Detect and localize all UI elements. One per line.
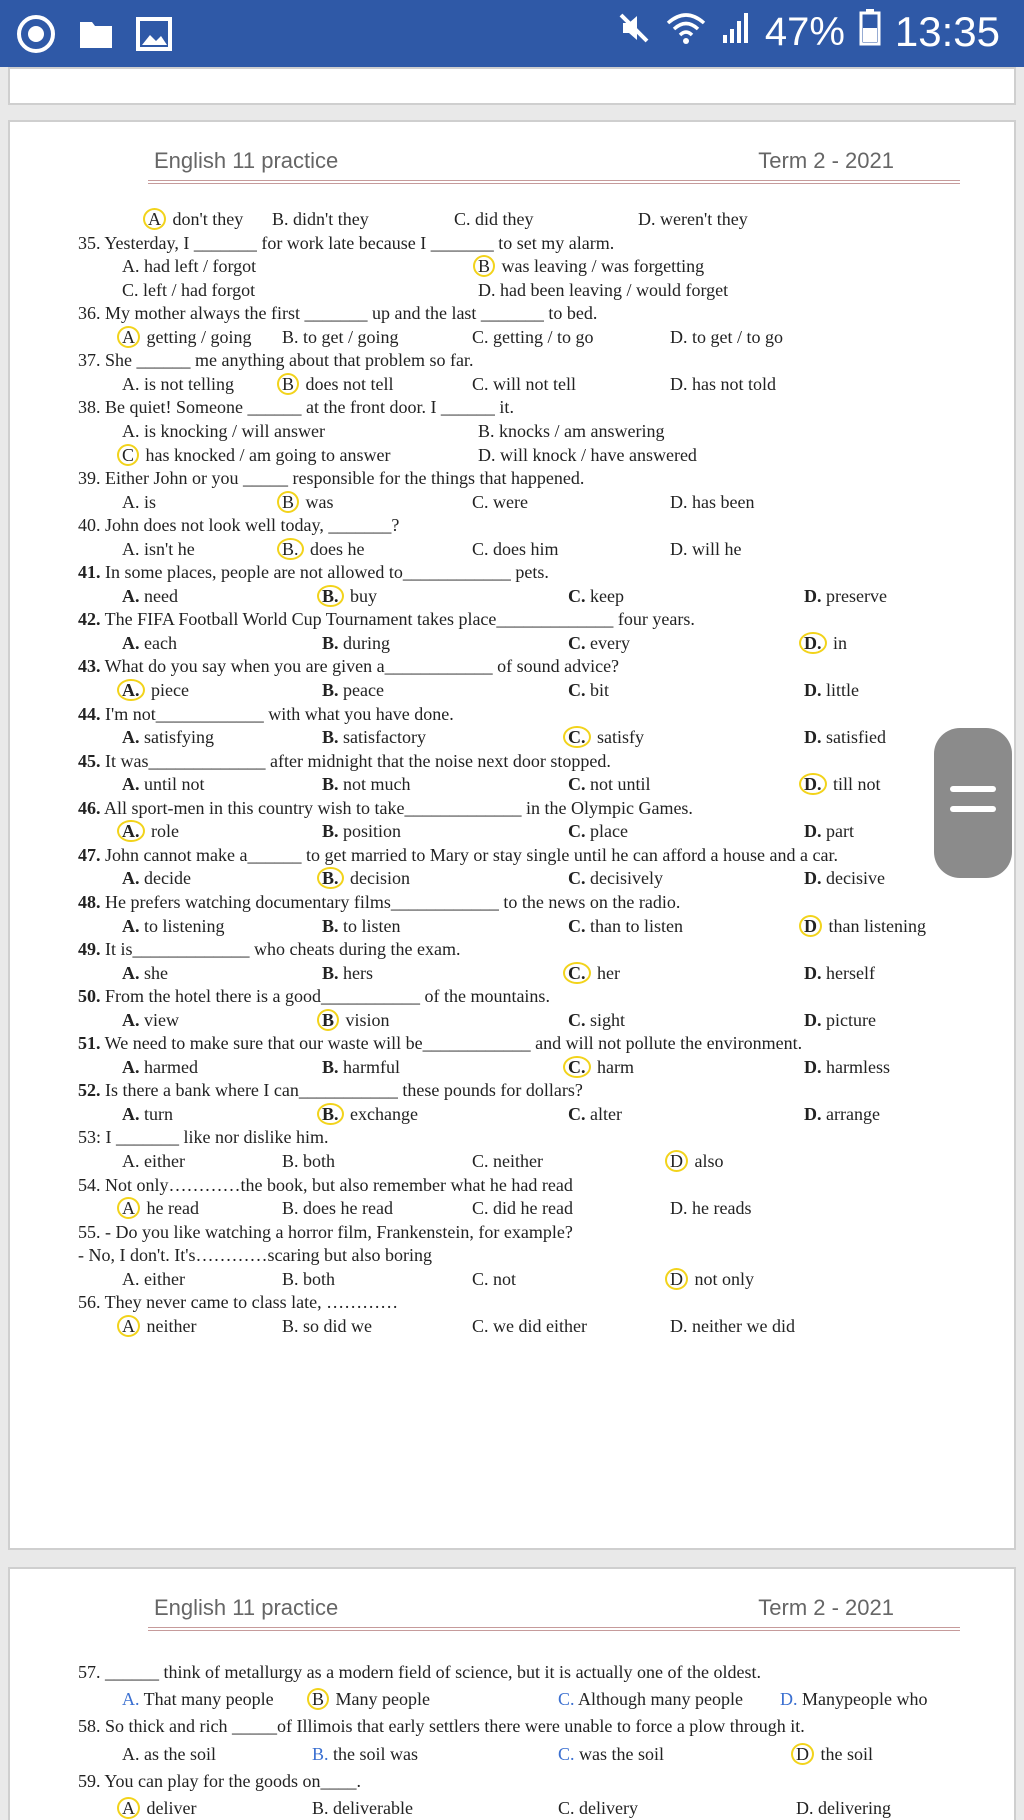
answer-option: C. every [568,632,630,653]
answer-option: A deliver [122,1797,196,1819]
answer-option: B. not much [322,774,411,795]
selected-answer-circle: B [277,373,299,395]
answer-option: D. neither we did [670,1315,795,1336]
page-header-term: Term 2 - 2021 [758,1595,894,1620]
answer-option: C. not until [568,774,651,795]
answer-option: C. satisfy [568,726,644,748]
worksheet-page-1 [8,120,1016,1550]
answer-option: D. to get / to go [670,326,783,347]
answer-option: A. turn [122,1103,173,1124]
answer-option: B was leaving / was forgetting [478,255,704,277]
selected-answer-circle: B. [277,538,304,560]
question-text: 47. John cannot make a______ to get married to Mary or stay single until he can afford a house and a car. [78,844,838,865]
answer-option: A neither [122,1315,196,1337]
selected-answer-circle: A [117,326,140,348]
answer-option: D not only [670,1268,754,1290]
answer-option: D. herself [804,962,875,983]
answer-option: A. decide [122,868,191,889]
answer-option: C. than to listen [568,915,683,936]
answer-option: D. till not [804,773,881,795]
answer-option: D. delivering [796,1798,891,1818]
answer-option: C. decisively [568,868,663,889]
answer-option: B. does he [282,538,365,560]
question-text: 56. They never came to class late, ………… [78,1292,399,1313]
answer-option: B. knocks / am answering [478,420,665,441]
selected-answer-circle: C. [563,1056,591,1078]
answer-option: C. did they [454,209,534,229]
answer-option: C. alter [568,1103,622,1124]
answer-option: C. were [472,491,528,512]
answer-option: D. Manypeople who [780,1689,928,1710]
answer-option: B. exchange [322,1103,418,1125]
answer-option: B. deliverable [312,1798,413,1818]
question-text: 40. John does not look well today, _______? [78,515,400,536]
answer-option: D. weren't they [638,209,748,229]
answer-option: B. to listen [322,915,401,936]
answer-option: A. to listening [122,915,225,936]
answer-option: B. does he read [282,1198,393,1219]
answer-option: B. to get / going [282,326,399,347]
question-text: 50. From the hotel there is a good___________ of the mountains. [78,986,550,1007]
selected-answer-circle: A [117,1197,140,1219]
answer-option: B. both [282,1151,336,1171]
page-header [148,136,960,184]
answer-option: D than listening [804,915,926,937]
answer-option: D. he reads [670,1198,752,1219]
worksheet-page-2 [8,1567,1016,1820]
answer-option: B. hers [322,962,374,983]
answer-option: A don't they [148,208,243,230]
answer-option: C. sight [568,1009,626,1030]
answer-option: A. either [122,1151,185,1171]
clock: 13:35 [894,8,1000,55]
answer-option: B vision [322,1009,390,1031]
answer-option: A. had left / forgot [122,256,257,277]
answer-option: D. arrange [804,1103,880,1124]
question-text: 48. He prefers watching documentary films____________ to the news on the radio. [78,891,681,912]
answer-option: D. little [804,680,859,700]
answer-option: A. as the soil [122,1743,216,1764]
question-text: 42. The FIFA Football World Cup Tournament takes place_____________ four years. [78,609,695,630]
answer-option: A. satisfying [122,727,214,748]
answer-option: D. decisive [804,868,885,889]
answer-option: C. was the soil [558,1743,665,1764]
answer-option: C. place [568,821,628,842]
answer-option: A. That many people [122,1689,274,1710]
answer-option: D. in [804,632,847,654]
answer-option: C. we did either [472,1315,587,1336]
question-text: 44. I'm not____________ with what you have done. [78,703,454,724]
question-text: 54. Not only…………the book, but also remember what he had read [78,1174,573,1195]
question-text: 49. It is_____________ who cheats during the exam. [78,939,461,960]
question-text: 36. My mother always the first _______ up and the last _______ to bed. [78,303,598,324]
answer-option: A. each [122,632,177,653]
selected-answer-circle: A [117,1797,140,1819]
selected-answer-circle: B [317,1009,339,1031]
selected-answer-circle: C [117,444,139,466]
answer-option: B. both [282,1268,336,1289]
question-text: 58. So thick and rich _____of Illimois that early settlers there were unable to force a plow through it. [78,1716,805,1737]
answer-option: A he read [122,1197,199,1219]
answer-option: C. harm [568,1056,634,1078]
answer-option: A. is not telling [122,373,234,394]
selected-answer-circle: A [117,1315,140,1337]
answer-option: C. does him [472,538,559,559]
answer-option: A. harmed [122,1056,198,1077]
answer-option: A. piece [122,679,189,701]
answer-option: D. will he [670,538,742,559]
question-text: - No, I don't. It's…………scaring but also boring [78,1245,432,1266]
answer-option: A. is knocking / will answer [122,420,325,441]
answer-option: C. keep [568,585,624,606]
selected-answer-circle: D [791,1743,814,1765]
question-text: 53: I _______ like nor dislike him. [78,1127,329,1148]
question-text: 52. Is there a bank where I can___________ these pounds for dollars? [78,1080,583,1101]
battery-percent: 47% [764,9,845,54]
answer-option: B. harmful [322,1056,400,1077]
selected-answer-circle: D. [799,773,827,795]
selected-answer-circle: D. [799,632,827,654]
question-text: 35. Yesterday, I _______ for work late because I _______ to set my alarm. [78,232,615,253]
answer-option: D. has been [670,491,755,512]
question-text: 59. You can play for the goods on____. [78,1770,361,1791]
answer-option: C. will not tell [472,373,577,394]
answer-option: D. picture [804,1009,876,1030]
signal-icon [721,10,751,55]
selected-answer-circle: D [799,915,822,937]
answer-option: D. will knock / have answered [478,444,697,465]
question-text: 51. We need to make sure that our waste will be____________ and will not pollute the environment. [78,1033,803,1054]
selected-answer-circle: A. [117,820,145,842]
answer-option: A. is [122,491,157,512]
question-text: 39. Either John or you _____ responsible for the things that happened. [78,468,585,489]
answer-option: A. she [122,962,168,983]
answer-option: A. role [122,820,179,842]
app-icon [16,14,56,59]
selected-answer-circle: D [665,1268,688,1290]
selected-answer-circle: A. [117,679,145,701]
answer-option: D also [670,1150,724,1172]
answer-option: C. left / had forgot [122,279,256,300]
status-bar [0,0,1024,67]
question-text: 38. Be quiet! Someone ______ at the front door. I ______ it. [78,397,514,418]
wifi-icon [665,10,707,55]
answer-option: C. bit [568,680,610,700]
answer-option: A. view [122,1009,179,1030]
question-text: 41. In some places, people are not allowed to____________ pets. [78,562,549,583]
answer-option: B does not tell [282,373,394,395]
answer-option: B. position [322,821,402,842]
answer-option: A. need [122,585,178,606]
previous-page [8,67,1016,105]
answer-option: D. has not told [670,373,776,394]
battery-icon [859,8,881,56]
answer-option: C. delivery [558,1798,638,1818]
answer-option: B. didn't they [272,209,369,229]
answer-option: C. her [568,962,620,984]
answer-option: C. neither [472,1151,543,1171]
selected-answer-circle: C. [563,726,591,748]
selected-answer-circle: B. [317,1103,344,1125]
folder-icon [78,18,114,55]
answer-option: B. so did we [282,1315,373,1336]
answer-option: B. decision [322,867,410,889]
answer-option: C. getting / to go [472,326,594,347]
selected-answer-circle: B. [317,867,344,889]
selected-answer-circle: B [473,255,495,277]
selected-answer-circle: D [665,1150,688,1172]
answer-option: A. until not [122,774,205,795]
answer-option: B. peace [322,680,384,700]
answer-option: B. satisfactory [322,727,426,748]
answer-option: C. not [472,1268,517,1289]
page-header-title: English 11 practice [154,1595,339,1620]
answer-option: D. harmless [804,1056,890,1077]
image-icon [136,17,172,56]
answer-option: C. did he read [472,1198,573,1219]
page-header-term: Term 2 - 2021 [758,148,894,173]
answer-option: D the soil [796,1743,873,1765]
selected-answer-circle: B [307,1688,329,1710]
answer-option: A. isn't he [122,538,195,559]
answer-option: A getting / going [122,326,252,348]
question-text: 57. ______ think of metallurgy as a modern field of science, but it is actually one of the oldest. [78,1662,762,1682]
answer-option: B. buy [322,585,377,607]
mute-icon [617,10,651,55]
question-text: 37. She ______ me anything about that problem so far. [78,350,474,371]
selected-answer-circle: C. [563,962,591,984]
answer-option: A. either [122,1268,185,1289]
answer-option: D. preserve [804,585,887,606]
answer-option: D. satisfied [804,727,886,748]
answer-option: D. part [804,821,854,842]
question-text: 46. All sport-men in this country wish to take_____________ in the Olympic Games. [78,797,693,818]
answer-option: C. Although many people [558,1689,743,1710]
answer-option: D. had been leaving / would forget [478,279,729,300]
answer-option: C has knocked / am going to answer [122,444,390,466]
scroll-handle[interactable] [934,728,1012,878]
selected-answer-circle: B. [317,585,344,607]
question-text: 45. It was_____________ after midnight that the noise next door stopped. [78,750,611,771]
selected-answer-circle: B [277,491,299,513]
answer-option: B. during [322,632,391,653]
selected-answer-circle: A [143,208,166,230]
question-text: 55. - Do you like watching a horror film, Frankenstein, for example? [78,1221,573,1242]
answer-option: B. the soil was [312,1743,419,1764]
answer-option: B was [282,491,334,513]
question-text: 43. What do you say when you are given a____________ of sound advice? [78,656,620,677]
page-header-title: English 11 practice [154,148,339,173]
page-header [148,1583,960,1631]
answer-option: B Many people [312,1688,430,1710]
